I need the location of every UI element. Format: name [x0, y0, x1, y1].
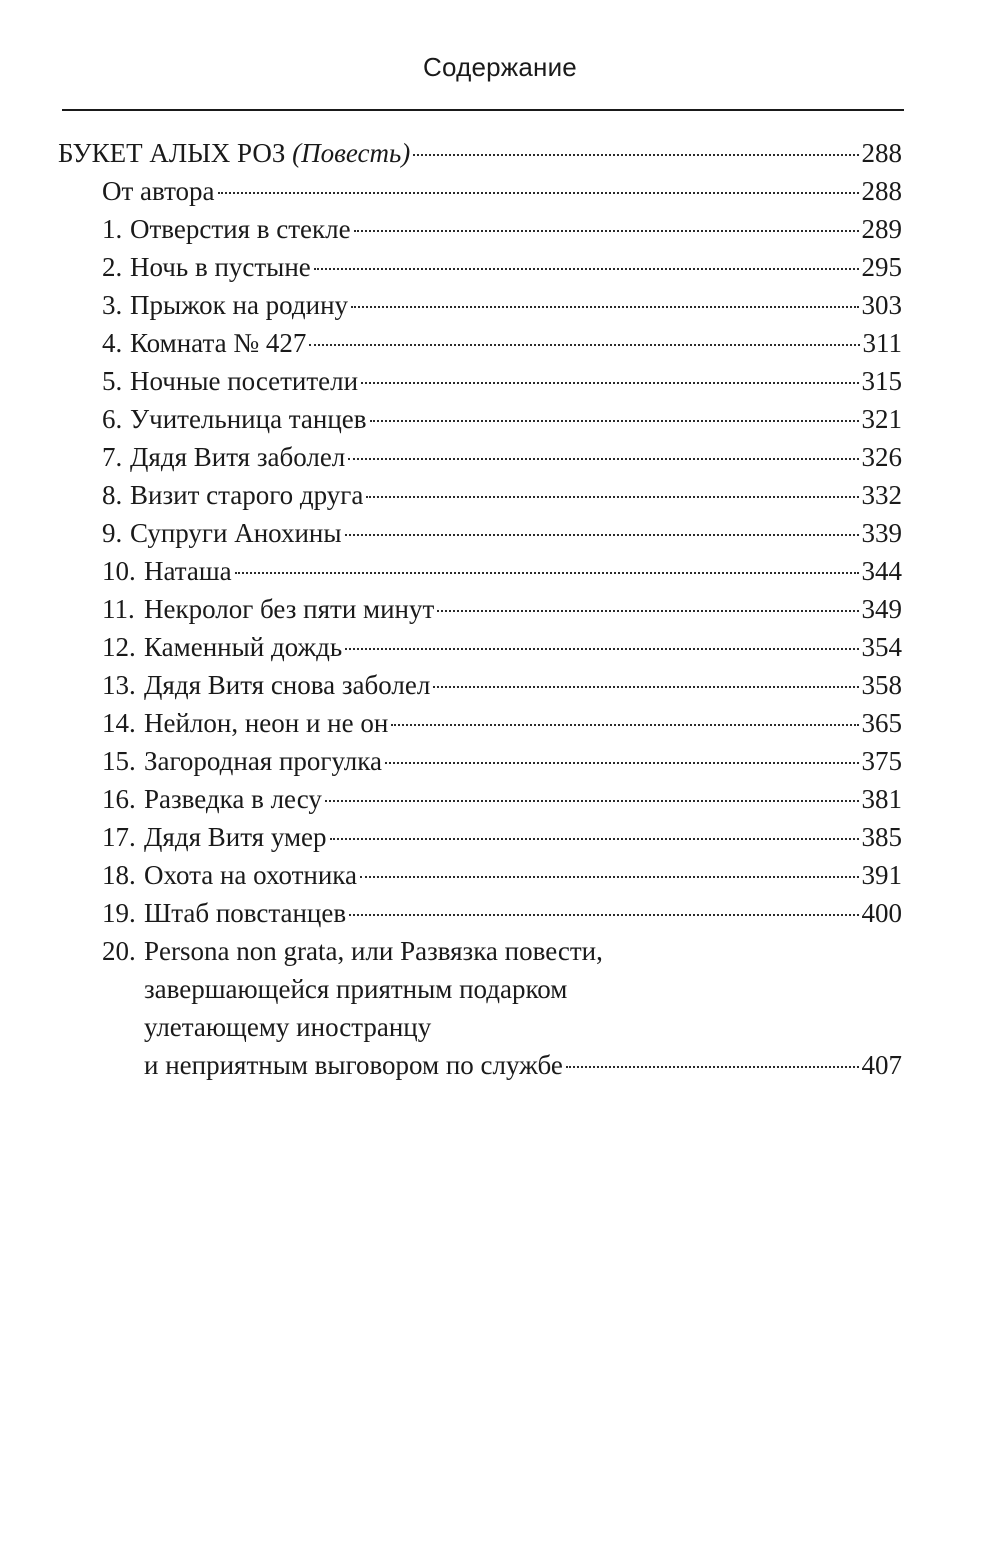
- page-number: 321: [861, 404, 902, 434]
- entry-title: Ночные посетители: [130, 366, 359, 396]
- toc-entry: [58, 172, 902, 210]
- dot-leader: [345, 534, 859, 536]
- entry-number: 5.: [102, 366, 123, 396]
- entry-number: 11.: [102, 594, 135, 624]
- entry-title: Супруги Анохины: [130, 518, 342, 548]
- toc-entry: [58, 552, 902, 590]
- toc-entry: [58, 210, 902, 248]
- entry-number: 9.: [102, 518, 123, 548]
- toc-entry-line: [58, 1046, 902, 1084]
- dot-leader: [433, 686, 858, 688]
- entry-title: Загородная прогулка: [144, 746, 382, 776]
- entry-number: 4.: [102, 328, 123, 358]
- entry-number: 7.: [102, 442, 123, 472]
- entry-number: 10.: [102, 556, 136, 586]
- page-number: 289: [861, 214, 902, 244]
- toc-entry: [58, 742, 902, 780]
- dot-leader: [370, 420, 859, 422]
- running-header: Содержание: [423, 52, 577, 82]
- page-number: 332: [861, 480, 902, 510]
- page-number: 407: [861, 1050, 902, 1080]
- toc-entry: [58, 894, 902, 932]
- entry-number: 13.: [102, 670, 136, 700]
- dot-leader: [325, 800, 859, 802]
- entry-title: Дядя Витя умер: [144, 822, 327, 852]
- dot-leader: [566, 1066, 859, 1068]
- toc-entry: [58, 362, 902, 400]
- toc-entry: [58, 400, 902, 438]
- entry-title: Штаб повстанцев: [144, 898, 347, 928]
- entry-title: Учительница танцев: [130, 404, 367, 434]
- toc-entry: [58, 818, 902, 856]
- page-number: 354: [861, 632, 902, 662]
- toc-entry: [58, 628, 902, 666]
- entry-title: Дядя Витя снова заболел: [144, 670, 431, 700]
- toc-entry: [58, 324, 902, 362]
- toc-part-row: [58, 134, 902, 172]
- toc-entry: [58, 438, 902, 476]
- dot-leader: [309, 344, 859, 346]
- dot-leader: [391, 724, 858, 726]
- entry-title: Некролог без пяти минут: [144, 594, 435, 624]
- dot-leader: [348, 458, 858, 460]
- dot-leader: [366, 496, 858, 498]
- page-number: 295: [861, 252, 902, 282]
- entry-title: От автора: [102, 176, 215, 206]
- entry-title: Прыжок на родину: [130, 290, 349, 320]
- dot-leader: [354, 230, 859, 232]
- page-number: 339: [861, 518, 902, 548]
- entry-title-line-3: улетающему иностранцу: [144, 1012, 432, 1042]
- dot-leader: [330, 838, 859, 840]
- page-number: 288: [861, 138, 902, 168]
- dot-leader: [235, 572, 859, 574]
- toc-entry: [58, 856, 902, 894]
- entry-number: 16.: [102, 784, 136, 814]
- toc-entries: [58, 172, 902, 932]
- entry-title: Наташа: [144, 556, 232, 586]
- dot-leader: [413, 154, 858, 156]
- dot-leader: [314, 268, 859, 270]
- toc-entry: [58, 514, 902, 552]
- entry-number: 1.: [102, 214, 123, 244]
- entry-number: 18.: [102, 860, 136, 890]
- page-number: 385: [861, 822, 902, 852]
- page-number: 315: [861, 366, 902, 396]
- toc-entry: [58, 476, 902, 514]
- dot-leader: [351, 306, 858, 308]
- entry-title: Отверстия в стекле: [130, 214, 351, 244]
- toc-entry: [58, 780, 902, 818]
- entry-title: Комната № 427: [130, 328, 307, 358]
- entry-title-line-1: Persona non grata, или Развязка повести,: [144, 936, 603, 966]
- entry-title: Ночь в пустыне: [130, 252, 311, 282]
- dot-leader: [360, 876, 859, 878]
- page-number: 381: [861, 784, 902, 814]
- toc-entry-line: [58, 970, 902, 1008]
- page-number: 344: [861, 556, 902, 586]
- table-of-contents: [58, 134, 902, 1084]
- entry-number: 2.: [102, 252, 123, 282]
- dot-leader: [349, 914, 858, 916]
- page-number: 326: [861, 442, 902, 472]
- dot-leader: [361, 382, 858, 384]
- entry-number: 12.: [102, 632, 136, 662]
- toc-entry: [58, 590, 902, 628]
- entry-title: Разведка в лесу: [144, 784, 322, 814]
- toc-entry: [58, 248, 902, 286]
- entry-number: 14.: [102, 708, 136, 738]
- toc-entry-20: [58, 932, 902, 1084]
- entry-number: 6.: [102, 404, 123, 434]
- page-number: 365: [861, 708, 902, 738]
- page-number: 349: [861, 594, 902, 624]
- toc-entry-line: [58, 1008, 902, 1046]
- entry-number: 15.: [102, 746, 136, 776]
- page-number: 288: [861, 176, 902, 206]
- entry-number: 20.: [102, 936, 136, 966]
- header-rule: [62, 109, 904, 111]
- dot-leader: [385, 762, 859, 764]
- page-number: 391: [861, 860, 902, 890]
- entry-number: 8.: [102, 480, 123, 510]
- entry-title: Дядя Витя заболел: [130, 442, 346, 472]
- page-number: 375: [861, 746, 902, 776]
- part-title: БУКЕТ АЛЫХ РОЗ: [58, 138, 286, 168]
- entry-title-line-4: и неприятным выговором по службе: [144, 1050, 563, 1080]
- toc-entry-line: [58, 932, 902, 970]
- entry-number: 17.: [102, 822, 136, 852]
- dot-leader: [345, 648, 858, 650]
- part-subtitle: (Повесть): [292, 138, 411, 168]
- page-number: 400: [861, 898, 902, 928]
- toc-part-title: [58, 134, 410, 172]
- page-number: 358: [861, 670, 902, 700]
- page-number: 311: [862, 328, 902, 358]
- dot-leader: [437, 610, 858, 612]
- entry-title: Нейлон, неон и не он: [144, 708, 389, 738]
- entry-title: Визит старого друга: [130, 480, 364, 510]
- entry-title: Каменный дождь: [144, 632, 343, 662]
- dot-leader: [218, 192, 859, 194]
- toc-entry: [58, 666, 902, 704]
- toc-entry: [58, 286, 902, 324]
- page-number: 303: [861, 290, 902, 320]
- entry-number: 3.: [102, 290, 123, 320]
- toc-entry: [58, 704, 902, 742]
- entry-title: Охота на охотника: [144, 860, 357, 890]
- entry-title-line-2: завершающейся приятным подарком: [144, 974, 568, 1004]
- entry-number: 19.: [102, 898, 136, 928]
